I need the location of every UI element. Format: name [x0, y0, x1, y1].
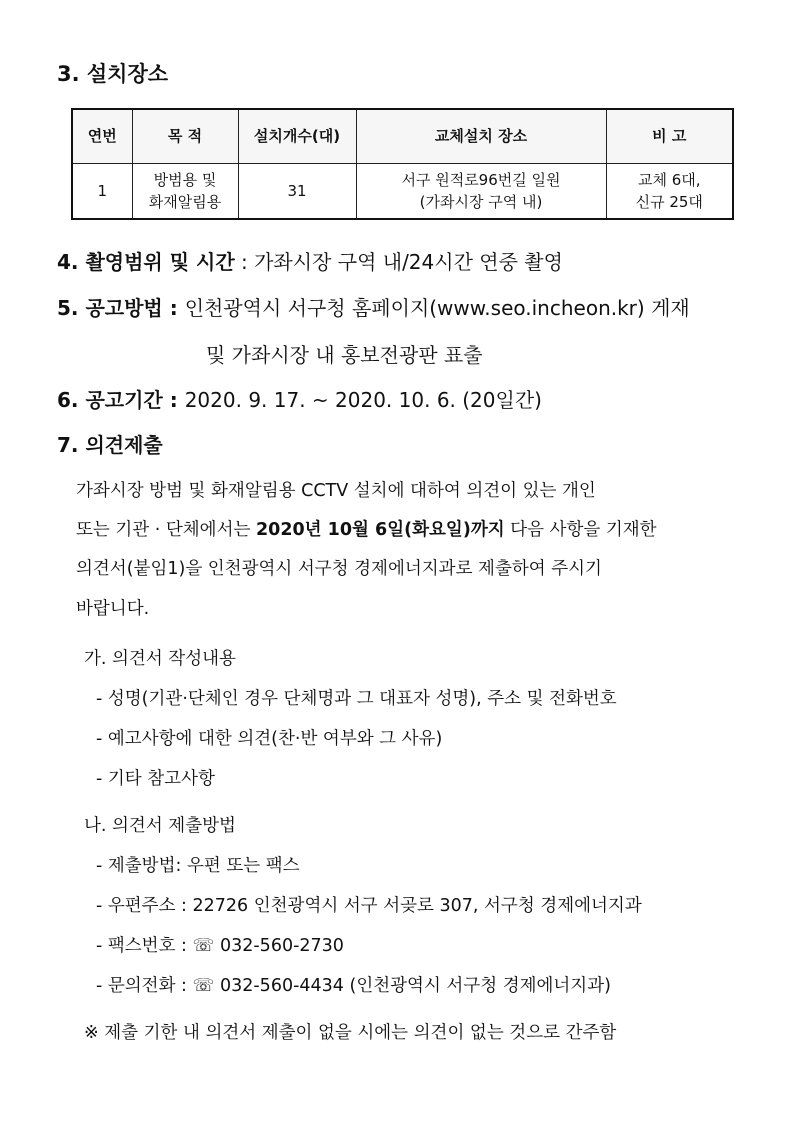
paragraph-line-2: 또는 기관 · 단체에서는 2020년 10월 6일(화요일)까지 다음 사항을 기재한	[76, 520, 657, 540]
cell-location: 서구 원적로96번길 일원 (가좌시장 구역 내)	[356, 163, 606, 219]
header-no: 연번	[72, 109, 132, 163]
header-purpose: 목 적	[132, 109, 238, 163]
list-item: - 제출방법: 우편 또는 팩스	[96, 856, 300, 876]
sub-b-title: 나. 의견서 제출방법	[84, 816, 236, 836]
deadline-text: 2020년 10월 6일(화요일)까지	[255, 520, 505, 540]
table-header-row	[72, 109, 733, 163]
list-item: - 팩스번호 : ☏ 032-560-2730	[96, 936, 344, 956]
cell-no: 1	[72, 163, 132, 219]
list-item: - 성명(기관·단체인 경우 단체명과 그 대표자 성명), 주소 및 전화번호	[96, 689, 617, 709]
list-item: - 문의전화 : ☏ 032-560-4434 (인천광역시 서구청 경제에너지과)	[96, 976, 611, 996]
section-4	[57, 246, 563, 275]
cell-note: 교체 6대, 신규 25대	[606, 163, 733, 219]
section-6-label: 6. 공고기간	[57, 388, 163, 412]
cell-count: 31	[238, 163, 356, 219]
section-4-sep: :	[234, 250, 255, 274]
header-note: 비 고	[606, 109, 733, 163]
table-row	[72, 163, 733, 219]
section-5-sep: :	[162, 296, 185, 320]
list-item: - 기타 참고사항	[96, 769, 215, 789]
paragraph-line-1: 가좌시장 방범 및 화재알림용 CCTV 설치에 대하여 의견이 있는 개인	[76, 481, 596, 501]
section-5-text-continued: 및 가좌시장 내 홍보전광판 표출	[206, 343, 483, 367]
header-location: 교체설치 장소	[356, 109, 606, 163]
section-4-label: 4. 촬영범위 및 시간	[57, 250, 235, 274]
section-6	[57, 384, 542, 413]
section-6-sep: :	[162, 388, 185, 412]
sub-a-title: 가. 의견서 작성내용	[84, 649, 236, 669]
section-6-text: 2020. 9. 17. ~ 2020. 10. 6. (20일간)	[184, 388, 542, 412]
section-5-text: 인천광역시 서구청 홈페이지(www.seo.incheon.kr) 게재	[184, 296, 690, 320]
section-5	[57, 292, 690, 321]
section-7-title: 7. 의견제출	[57, 433, 163, 457]
list-item: - 우편주소 : 22726 인천광역시 서구 서곶로 307, 서구청 경제에너지과	[96, 896, 642, 916]
installation-table	[71, 108, 734, 220]
paragraph-line-4: 바랍니다.	[76, 599, 150, 619]
list-item: - 예고사항에 대한 의견(찬·반 여부와 그 사유)	[96, 729, 443, 749]
notice-text: ※ 제출 기한 내 의견서 제출이 없을 시에는 의견이 없는 것으로 간주함	[84, 1023, 617, 1043]
header-count: 설치개수(대)	[238, 109, 356, 163]
section-4-text: 가좌시장 구역 내/24시간 연중 촬영	[254, 250, 563, 274]
section-5-label: 5. 공고방법	[57, 296, 163, 320]
section-3-title: 3. 설치장소	[57, 62, 169, 86]
cell-purpose: 방범용 및 화재알림용	[132, 163, 238, 219]
paragraph-line-3: 의견서(붙임1)을 인천광역시 서구청 경제에너지과로 제출하여 주시기	[76, 559, 602, 579]
